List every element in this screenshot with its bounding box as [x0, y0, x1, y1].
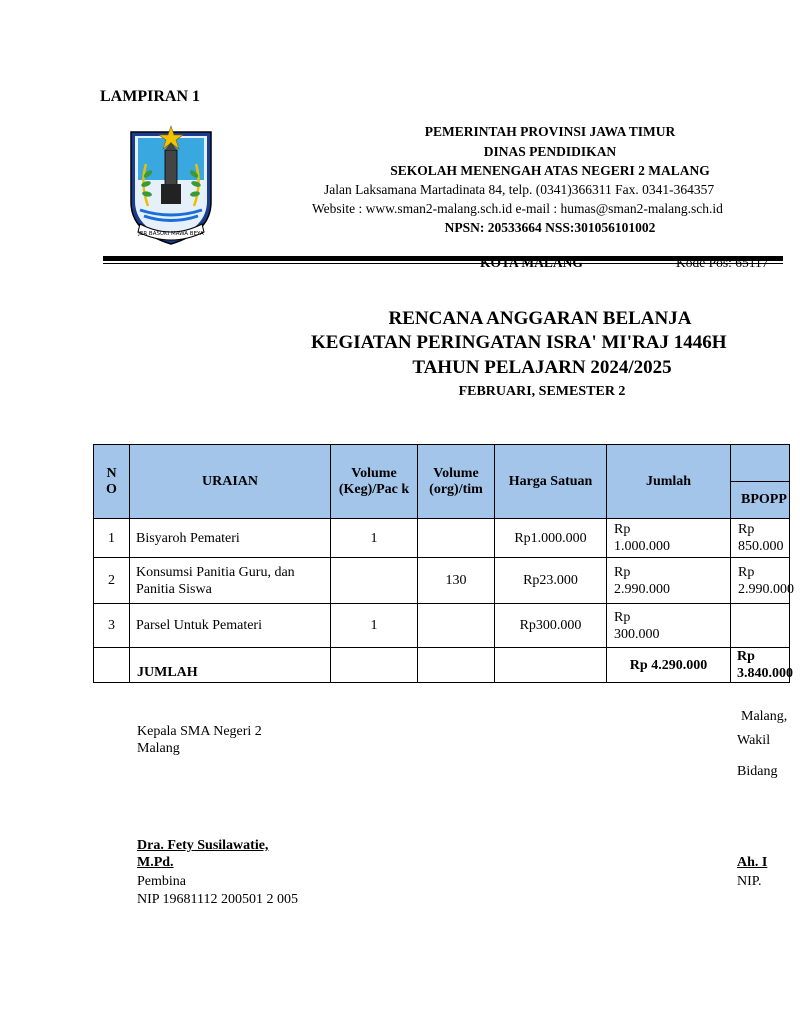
row-2-jumlah	[606, 557, 731, 604]
row-1-bpopp	[730, 518, 790, 558]
total-label: JUMLAH	[129, 647, 331, 683]
total-volume-keg	[330, 647, 418, 683]
logo-motto: JER BASUKI MAWA BEYA	[138, 231, 204, 237]
row-2-volume-keg	[330, 557, 418, 604]
header-volume-keg: Volume (Keg)/Pac k	[330, 444, 418, 519]
row-1-bpopp-text: Rp 850.000	[738, 522, 784, 554]
row-2-no: 2	[93, 557, 130, 604]
total-jumlah	[606, 647, 731, 683]
header-bpopp: BPOPP	[730, 481, 790, 519]
row-1-no: 1	[93, 518, 130, 558]
row-1-harga: Rp1.000.000	[494, 518, 607, 558]
kop-line-sekolah: SEKOLAH MENENGAH ATAS NEGERI 2 MALANG	[390, 163, 710, 178]
header-sumber-dana	[730, 444, 790, 482]
doc-title-kegiatan: KEGIATAN PERINGATAN ISRA' MI'RAJ 1446H	[311, 332, 727, 353]
header-volume-org: Volume (org)/tim	[417, 444, 495, 519]
row-1-volume-keg: 1	[330, 518, 418, 558]
row-1-jumlah	[606, 518, 731, 558]
row-1-jumlah-text: Rp 1.000.000	[614, 522, 670, 554]
sign-right-title-2: Bidang	[737, 764, 778, 779]
row-2-jumlah-text: Rp 2.990.000	[614, 564, 670, 597]
total-harga	[494, 647, 607, 683]
row-2-volume-org: 130	[417, 557, 495, 604]
sign-left-nip: NIP 19681112 200501 2 005	[137, 892, 298, 907]
sign-right-nip: NIP.	[737, 874, 762, 889]
kop-npsn: NPSN: 20533664 NSS:301056101002	[444, 220, 656, 235]
row-2-uraian: Konsumsi Panitia Guru, dan Panitia Siswa	[129, 557, 331, 604]
header-no: N O	[93, 444, 130, 519]
doc-title-periode: FEBRUARI, SEMESTER 2	[458, 384, 626, 399]
sign-right-name: Ah. I	[737, 855, 768, 870]
row-3-volume-keg: 1	[330, 603, 418, 648]
kop-rule-thin	[103, 263, 783, 264]
row-3-jumlah-text: Rp 300.000	[614, 609, 660, 642]
row-1-uraian: Bisyaroh Pemateri	[129, 518, 331, 558]
row-2-bpopp-text: Rp 2.990.000	[738, 564, 794, 597]
total-no	[93, 647, 130, 683]
jawa-timur-emblem-logo	[126, 124, 216, 252]
row-2-bpopp	[730, 557, 794, 604]
row-3-uraian: Parsel Untuk Pemateri	[129, 603, 331, 648]
header-jumlah: Jumlah	[606, 444, 731, 519]
total-volume-org	[417, 647, 495, 683]
row-1-volume-org	[417, 518, 495, 558]
sign-left-title: Kepala SMA Negeri 2 Malang	[137, 724, 262, 756]
sign-right-title-1: Wakil	[737, 733, 771, 748]
lampiran-label: LAMPIRAN 1	[100, 88, 200, 105]
row-3-jumlah	[606, 603, 731, 648]
row-3-no: 3	[93, 603, 130, 648]
row-2-harga: Rp23.000	[494, 557, 607, 604]
total-bpopp-text: Rp 3.840.000	[737, 649, 793, 681]
sign-left-name: Dra. Fety Susilawatie, M.Pd.	[137, 838, 269, 870]
doc-title-main: RENCANA ANGGARAN BELANJA	[388, 308, 692, 329]
sign-left-rank: Pembina	[137, 874, 186, 889]
kop-rule-thick	[103, 256, 783, 261]
row-3-bpopp	[730, 603, 790, 648]
kop-line-dinas: DINAS PENDIDIKAN	[483, 144, 617, 159]
total-jumlah-text: Rp 4.290.000	[629, 657, 708, 673]
row-3-harga: Rp300.000	[494, 603, 607, 648]
doc-title-tahun: TAHUN PELAJARN 2024/2025	[412, 357, 672, 378]
total-bpopp	[730, 647, 793, 683]
kop-line-provinsi: PEMERINTAH PROVINSI JAWA TIMUR	[424, 124, 676, 139]
kop-website: Website : www.sman2-malang.sch.id e-mail : humas@sman2-malang.sch.id	[312, 201, 723, 216]
kop-address: Jalan Laksamana Martadinata 84, telp. (0341)366311 Fax. 0341-364357	[324, 182, 715, 197]
sign-right-place: Malang,	[741, 709, 788, 724]
header-harga-satuan: Harga Satuan	[494, 444, 607, 519]
row-3-volume-org	[417, 603, 495, 648]
header-uraian: URAIAN	[129, 444, 331, 519]
